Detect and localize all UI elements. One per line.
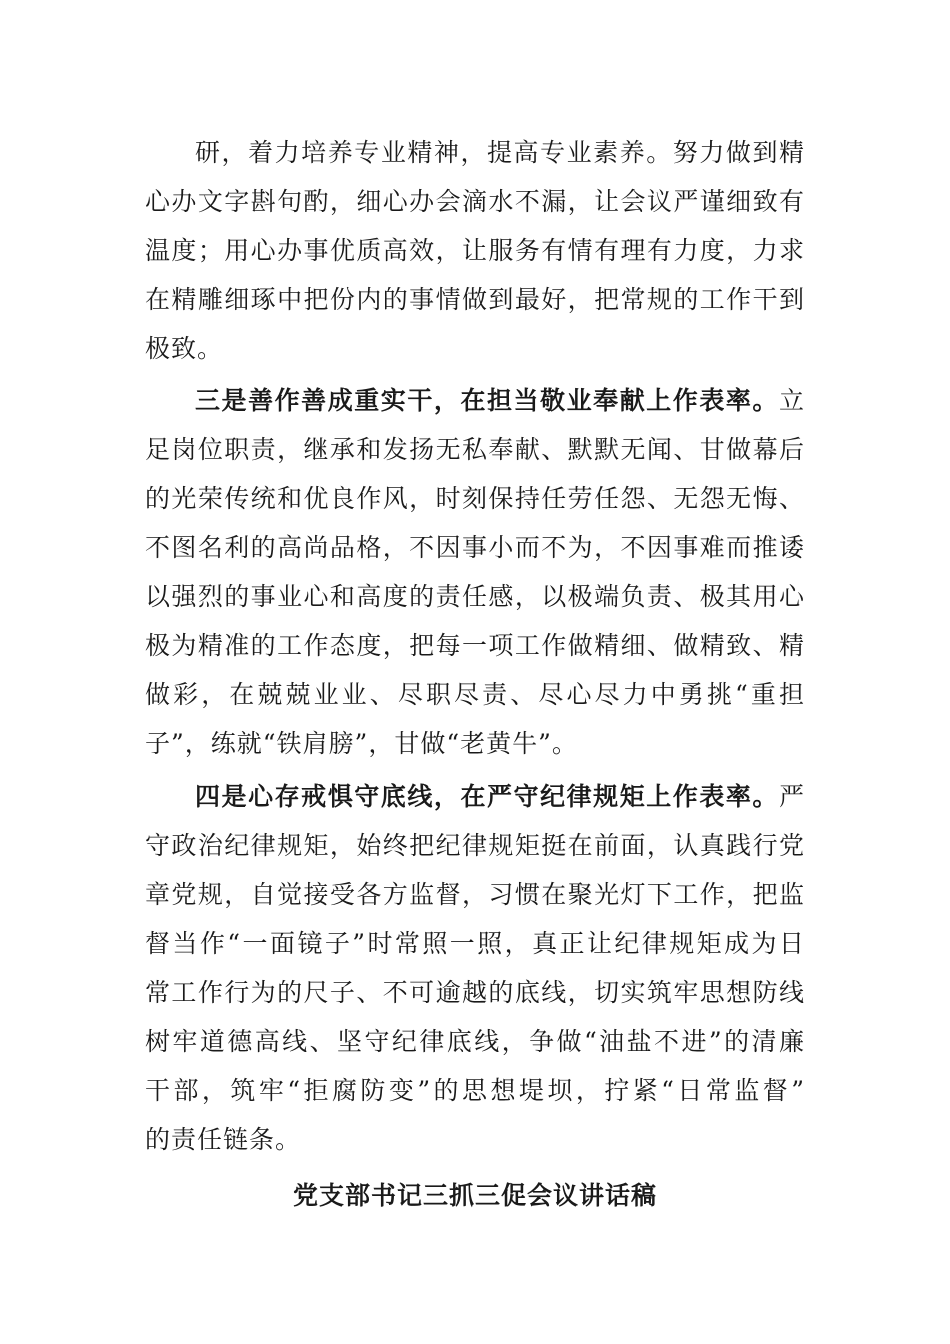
paragraph-line: 不图名利的高尚品格，不因事小而不为，不因事难而推诿 xyxy=(145,533,805,562)
paragraph-line: 在精雕细琢中把份内的事情做到最好，把常规的工作干到 xyxy=(145,285,805,314)
paragraph-line: 的光荣传统和优良作风，时刻保持任劳任怨、无怨无悔、 xyxy=(145,484,805,513)
paragraph-line: 常工作行为的尺子、不可逾越的底线，切实筑牢思想防线 xyxy=(145,978,805,1007)
paragraph-line: 督当作“一面镜子”时常照一照，真正让纪律规矩成为日 xyxy=(145,929,805,958)
paragraph-line: 子”，练就“铁肩膀”，甘做“老黄牛”。 xyxy=(145,729,578,758)
paragraph-line: 极为精准的工作态度，把每一项工作做精细、做精致、精 xyxy=(145,631,805,660)
section-heading: 四是心存戒惧守底线，在严守纪律规矩上作表率。 xyxy=(195,782,779,811)
paragraph-line: 研，着力培养专业精神，提高专业素养。努力做到精 xyxy=(195,138,805,167)
paragraph-line: 的责任链条。 xyxy=(145,1125,302,1154)
paragraph-text: 立 xyxy=(778,386,805,415)
paragraph-line: 树牢道德高线、坚守纪律底线，争做“油盐不进”的清廉 xyxy=(145,1027,805,1056)
paragraph-line: 以强烈的事业心和高度的责任感，以极端负责、极其用心 xyxy=(145,582,805,611)
paragraph-line: 心办文字斟句酌，细心办会滴水不漏，让会议严谨细致有 xyxy=(145,187,805,216)
paragraph-line: 足岗位职责，继承和发扬无私奉献、默默无闻、甘做幕后 xyxy=(145,435,805,464)
paragraph-first-line xyxy=(195,385,805,417)
paragraph-line: 温度；用心办事优质高效，让服务有情有理有力度，力求 xyxy=(145,236,805,265)
paragraph-line: 做彩，在兢兢业业、尽职尽责、尽心尽力中勇挑“重担 xyxy=(145,680,805,709)
document-title: 党支部书记三抓三促会议讲话稿 xyxy=(292,1181,657,1210)
paragraph-line: 干部，筑牢“拒腐防变”的思想堤坝，拧紧“日常监督” xyxy=(145,1076,805,1105)
section-heading: 三是善作善成重实干，在担当敬业奉献上作表率。 xyxy=(195,386,779,415)
paragraph-text: 严 xyxy=(778,782,805,811)
paragraph-line: 极致。 xyxy=(145,334,224,363)
paragraph-line: 章党规，自觉接受各方监督，习惯在聚光灯下工作，把监 xyxy=(145,880,805,909)
paragraph-first-line xyxy=(195,781,805,813)
paragraph-line: 守政治纪律规矩，始终把纪律规矩挺在前面，认真践行党 xyxy=(145,831,805,860)
